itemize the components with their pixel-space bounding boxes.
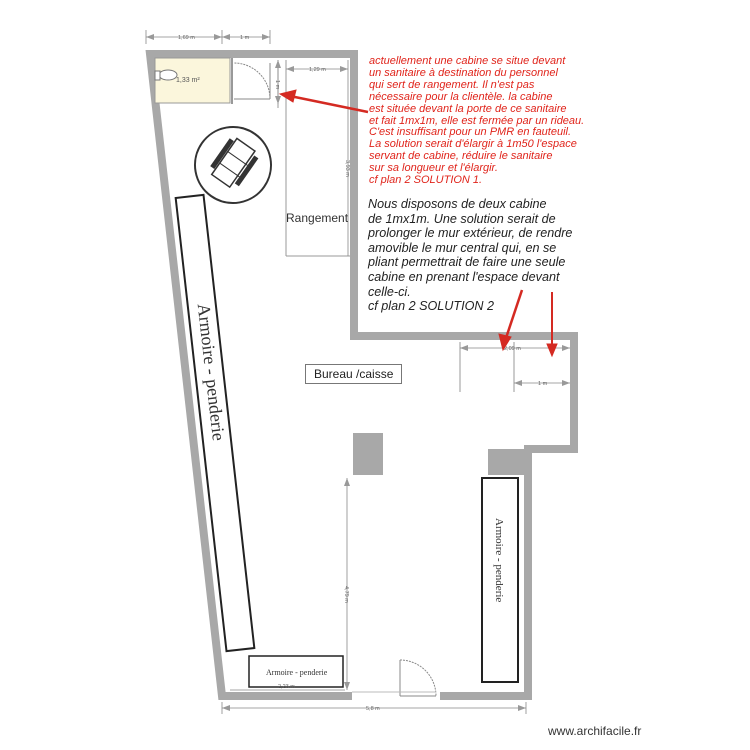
dim-top-1: 1,69 m bbox=[178, 35, 195, 41]
armoire-bottom bbox=[249, 656, 343, 687]
armoire-left-label: Armoire - penderie bbox=[193, 302, 229, 442]
arrow-head-cabin bbox=[280, 90, 296, 102]
note-black-line: celle-ci. bbox=[368, 284, 411, 299]
dim-rangement-height: 3,93 m bbox=[344, 160, 350, 177]
note-black-line: cf plan 2 SOLUTION 2 bbox=[368, 299, 494, 314]
note-black-line: pliant permettrait de faire une seule bbox=[368, 255, 566, 270]
note-red-line: un sanitaire à destination du personnel bbox=[369, 66, 558, 79]
wc-area-label: 1,33 m² bbox=[176, 77, 200, 84]
armoire-bottom-label: Armoire - penderie bbox=[266, 668, 328, 677]
note-black bbox=[368, 197, 618, 314]
note-black-line: Nous disposons de deux cabine bbox=[368, 197, 547, 211]
armoire-right bbox=[482, 478, 518, 682]
note-red-line: sur sa longueur et l'élargir. bbox=[369, 162, 498, 175]
wc-door bbox=[234, 63, 270, 99]
note-black-line: prolonger le mur extérieur, de rendre bbox=[368, 226, 573, 241]
dim-top-2: 1 m bbox=[240, 35, 250, 41]
bureau-caisse-label: Bureau /caisse bbox=[305, 364, 402, 384]
note-red-line: actuellement une cabine se situe devant bbox=[369, 55, 566, 67]
armoire-right-label: Armoire - penderie bbox=[493, 518, 505, 603]
note-black-line: cabine en prenant l'espace devant bbox=[368, 269, 560, 284]
dim-cabin-width: 1 m bbox=[538, 381, 548, 387]
toilet-icon bbox=[155, 70, 177, 80]
pillar-right bbox=[488, 449, 528, 475]
note-red-line: et fait 1mx1m, elle est fermée par un rideau. bbox=[369, 114, 585, 127]
dim-center-height: 4,79 m bbox=[343, 586, 349, 603]
note-black-line: amovible le mur central qui, en se bbox=[368, 240, 557, 255]
note-black-line: de 1mx1m. Une solution serait de bbox=[368, 211, 556, 226]
dim-rangement-width: 1,29 m bbox=[309, 67, 326, 73]
dim-bottom-inner: 2,23 m bbox=[278, 684, 295, 690]
rangement-label: Rangement bbox=[286, 211, 349, 225]
dim-cabins-width: 2,09 m bbox=[504, 346, 521, 352]
note-red bbox=[369, 56, 609, 187]
dim-bottom-total: 5,8 m bbox=[366, 706, 380, 712]
arrow-head-cabin-right bbox=[547, 344, 557, 356]
rangement-outline bbox=[278, 60, 350, 256]
pillar-center bbox=[353, 433, 383, 475]
entrance-door bbox=[352, 660, 436, 696]
note-red-line: servant de cabine, réduire le sanitaire bbox=[369, 150, 553, 163]
dim-wc-depth: 1 m bbox=[274, 80, 280, 90]
note-red-line: nécessaire pour la clientèle. la cabine bbox=[369, 90, 553, 103]
note-red-line: est située devant la porte de ce sanitaire bbox=[369, 102, 567, 115]
note-red-line: C'est insuffisant pour un PMR en fauteuil. bbox=[369, 126, 572, 139]
note-red-line: cf plan 2 SOLUTION 1. bbox=[369, 174, 483, 187]
watermark: www.archifacile.fr bbox=[548, 724, 642, 738]
note-red-line: La solution serait d'élargir à 1m50 l'espace bbox=[369, 138, 577, 151]
note-red-line: qui sert de rangement. Il n'est pas bbox=[369, 78, 535, 91]
outer-wall-right bbox=[354, 336, 574, 696]
